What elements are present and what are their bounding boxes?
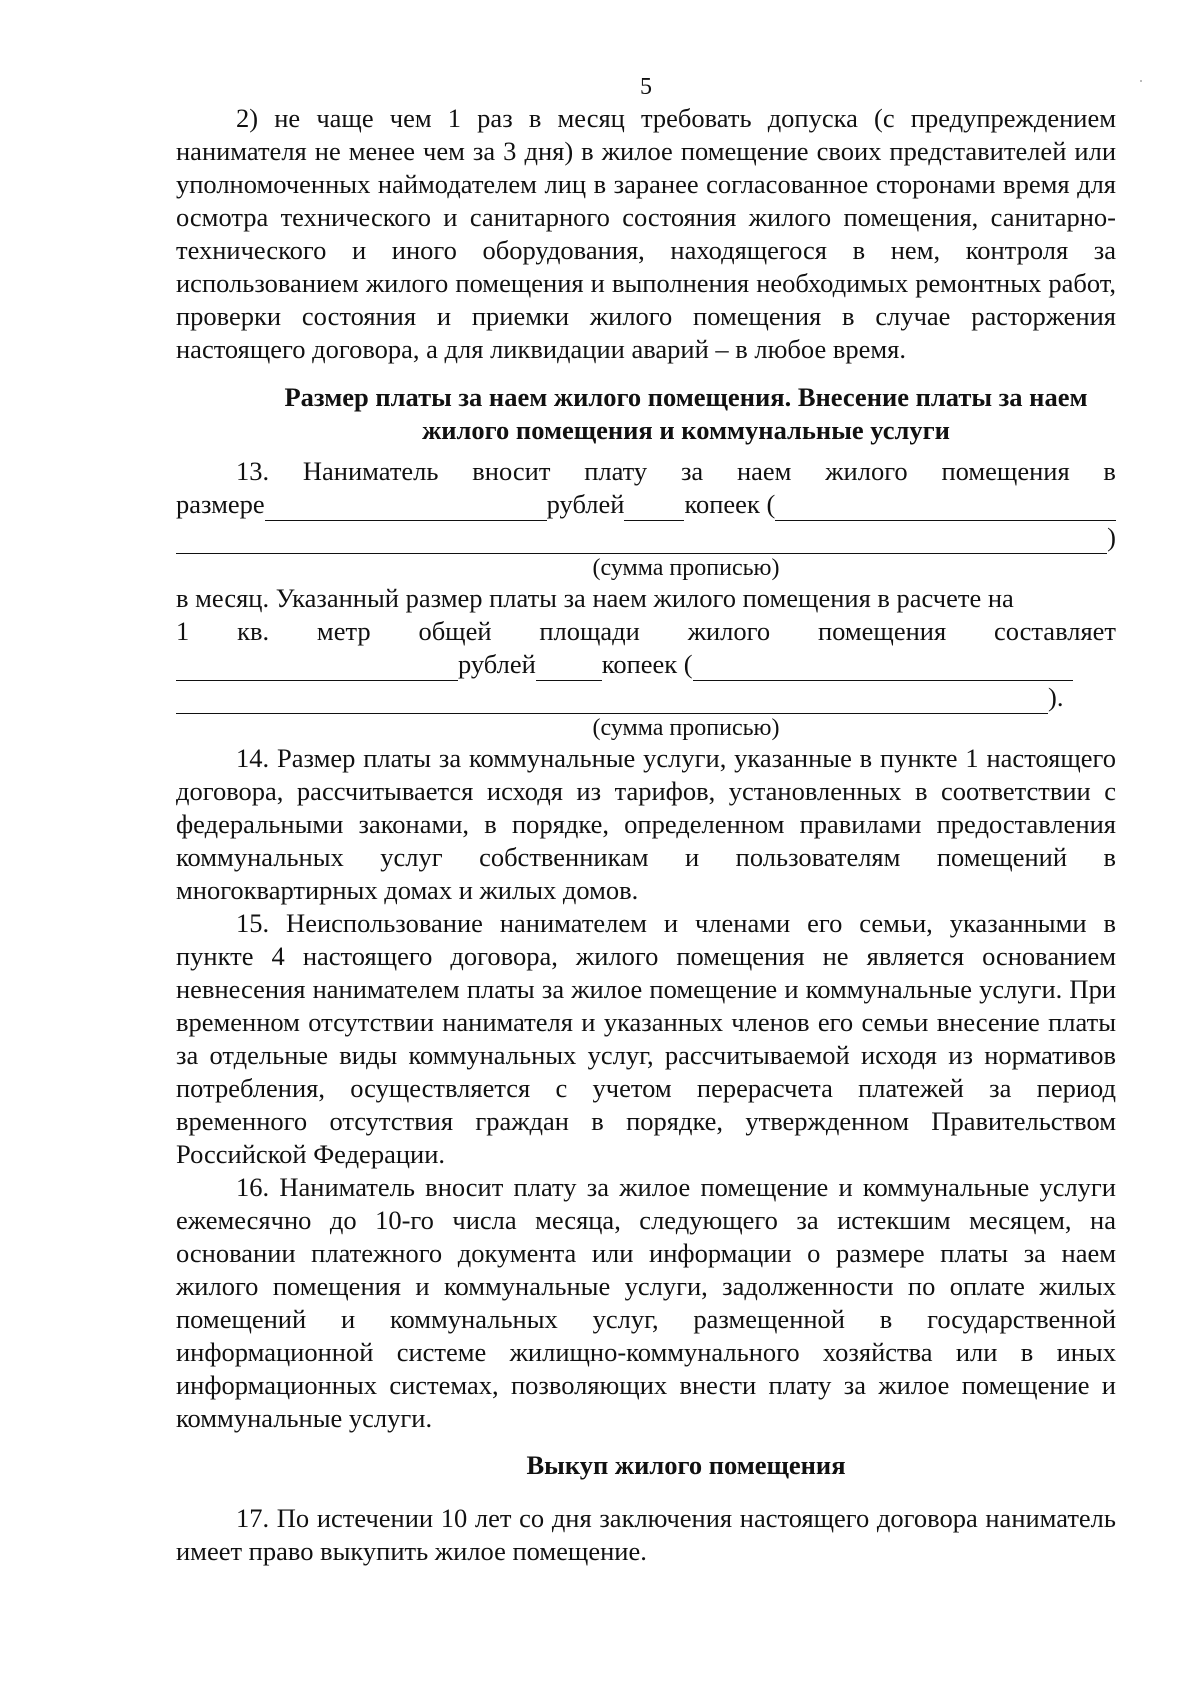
area-word: кв. bbox=[237, 616, 270, 646]
paragraph-16: 16. Наниматель вносит плату за жилое помещение и коммунальные услуги ежемесячно до 10-го числа месяца, следующего за истекшим месяцем, на основании платежного документа или информации о размере платы за наем жилого помещения и коммунальные услуги, задолженности по оплате жилых помещений и коммунальных услуг, размещенной в государственной информационной системе жилищно-коммунального хозяйства или в иных информационных системах, позволяющих внести плату за жилое помещение и коммунальные услуги. bbox=[176, 1172, 1116, 1433]
item-13-word: 13. bbox=[236, 456, 270, 486]
item-13-word: в bbox=[1103, 456, 1116, 486]
item-13-word: вносит bbox=[472, 456, 551, 486]
rate-words-blank[interactable] bbox=[693, 655, 1073, 681]
area-word: площади bbox=[539, 616, 640, 646]
paragraph-15: 15. Неиспользование нанимателем и членами его семьи, указанными в пункте 4 настоящего договора, жилого помещения не является основанием невнесения нанимателем платы за жилое помещение и коммунальные услуги. При временном отсутствии нанимателя и указанных членов его семьи внесение платы за отдельные виды коммунальных услуг, рассчитываемой исходя из нормативов потребления, осуществляется с учетом перерасчета платежей за период временного отсутствия граждан в порядке, утвержденном Правительством Российской Федерации. bbox=[176, 908, 1116, 1169]
section-heading-payment-line2: жилого помещения и коммунальные услуги bbox=[422, 415, 950, 445]
item-13-rate-line2 bbox=[176, 681, 1116, 714]
close-paren-dot: ). bbox=[1048, 682, 1064, 712]
item-13-line2 bbox=[176, 488, 1116, 521]
amount-words-blank-continued[interactable] bbox=[176, 528, 1107, 554]
area-word: помещения bbox=[817, 616, 947, 646]
rubles-blank[interactable] bbox=[265, 495, 547, 521]
item-13-line1 bbox=[176, 455, 1116, 488]
rate-kopecks-blank[interactable] bbox=[536, 655, 602, 681]
item-13-word: плату bbox=[584, 456, 648, 486]
rate-words-blank-continued[interactable] bbox=[176, 688, 1048, 714]
item-13-area-line bbox=[176, 615, 1116, 648]
paragraph-2: 2) не чаще чем 1 раз в месяц требовать допуска (с предупреждением нанимателя не менее чем за 3 дня) в жилое помещение своих представителей или уполномоченных наймодателем лиц в заранее согласованное сторонами время для осмотра технического и санитарного состояния жилого помещения, санитарно-технического и иного оборудования, находящегося в нем, контроля за использованием жилого помещения и выполнения необходимых ремонтных работ, проверки состояния и приемки жилого помещения в случае расторжения настоящего договора, а для ликвидации аварий – в любое время. bbox=[176, 103, 1116, 364]
amount-words-blank[interactable] bbox=[775, 495, 1116, 521]
item-13-word: помещения bbox=[941, 456, 1070, 486]
section-heading-buyout: Выкуп жилого помещения bbox=[526, 1450, 846, 1480]
area-word: 1 bbox=[176, 616, 190, 646]
rate-rubles-label: рублей bbox=[458, 649, 536, 679]
section-heading-payment bbox=[176, 381, 1116, 447]
item-13-rate-line bbox=[176, 648, 1116, 681]
section-heading-payment-line1: Размер платы за наем жилого помещения. Внесение платы за наем bbox=[284, 382, 1088, 412]
item-13-month-text: в месяц. Указанный размер платы за наем жилого помещения в расчете на bbox=[176, 583, 1014, 613]
page-number: 5 bbox=[640, 74, 652, 100]
area-word: составляет bbox=[993, 616, 1116, 646]
item-13-word: наем bbox=[736, 456, 792, 486]
rate-words-caption: (сумма прописью) bbox=[592, 715, 780, 741]
close-paren: ) bbox=[1107, 522, 1116, 552]
rubles-label: рублей bbox=[546, 489, 625, 519]
paragraph-14: 14. Размер платы за коммунальные услуги, указанные в пункте 1 настоящего договора, рассчитывается исходя из тарифов, установленных в соответствии с федеральными законами, в порядке, определенном правилами предоставления коммунальных услуг собственникам и пользователям помещений в многоквартирных домах и жилых домов. bbox=[176, 743, 1116, 905]
area-word: метр bbox=[316, 616, 371, 646]
item-13-word: жилого bbox=[825, 456, 908, 486]
item-13-word: Наниматель bbox=[302, 456, 439, 486]
item-13-word: за bbox=[680, 456, 704, 486]
scan-speck bbox=[1140, 80, 1142, 82]
area-word: жилого bbox=[687, 616, 771, 646]
kopecks-label: копеек ( bbox=[684, 489, 776, 519]
document-page bbox=[176, 72, 1116, 1568]
size-label: размере bbox=[176, 489, 265, 519]
item-13-line3 bbox=[176, 521, 1116, 554]
area-word: общей bbox=[418, 616, 492, 646]
kopecks-blank[interactable] bbox=[624, 495, 684, 521]
rate-kopecks-label: копеек ( bbox=[601, 649, 693, 679]
amount-words-caption: (сумма прописью) bbox=[592, 555, 780, 581]
rate-rubles-blank[interactable] bbox=[176, 655, 458, 681]
paragraph-17: 17. По истечении 10 лет со дня заключения настоящего договора наниматель имеет право выкупить жилое помещение. bbox=[176, 1503, 1116, 1566]
